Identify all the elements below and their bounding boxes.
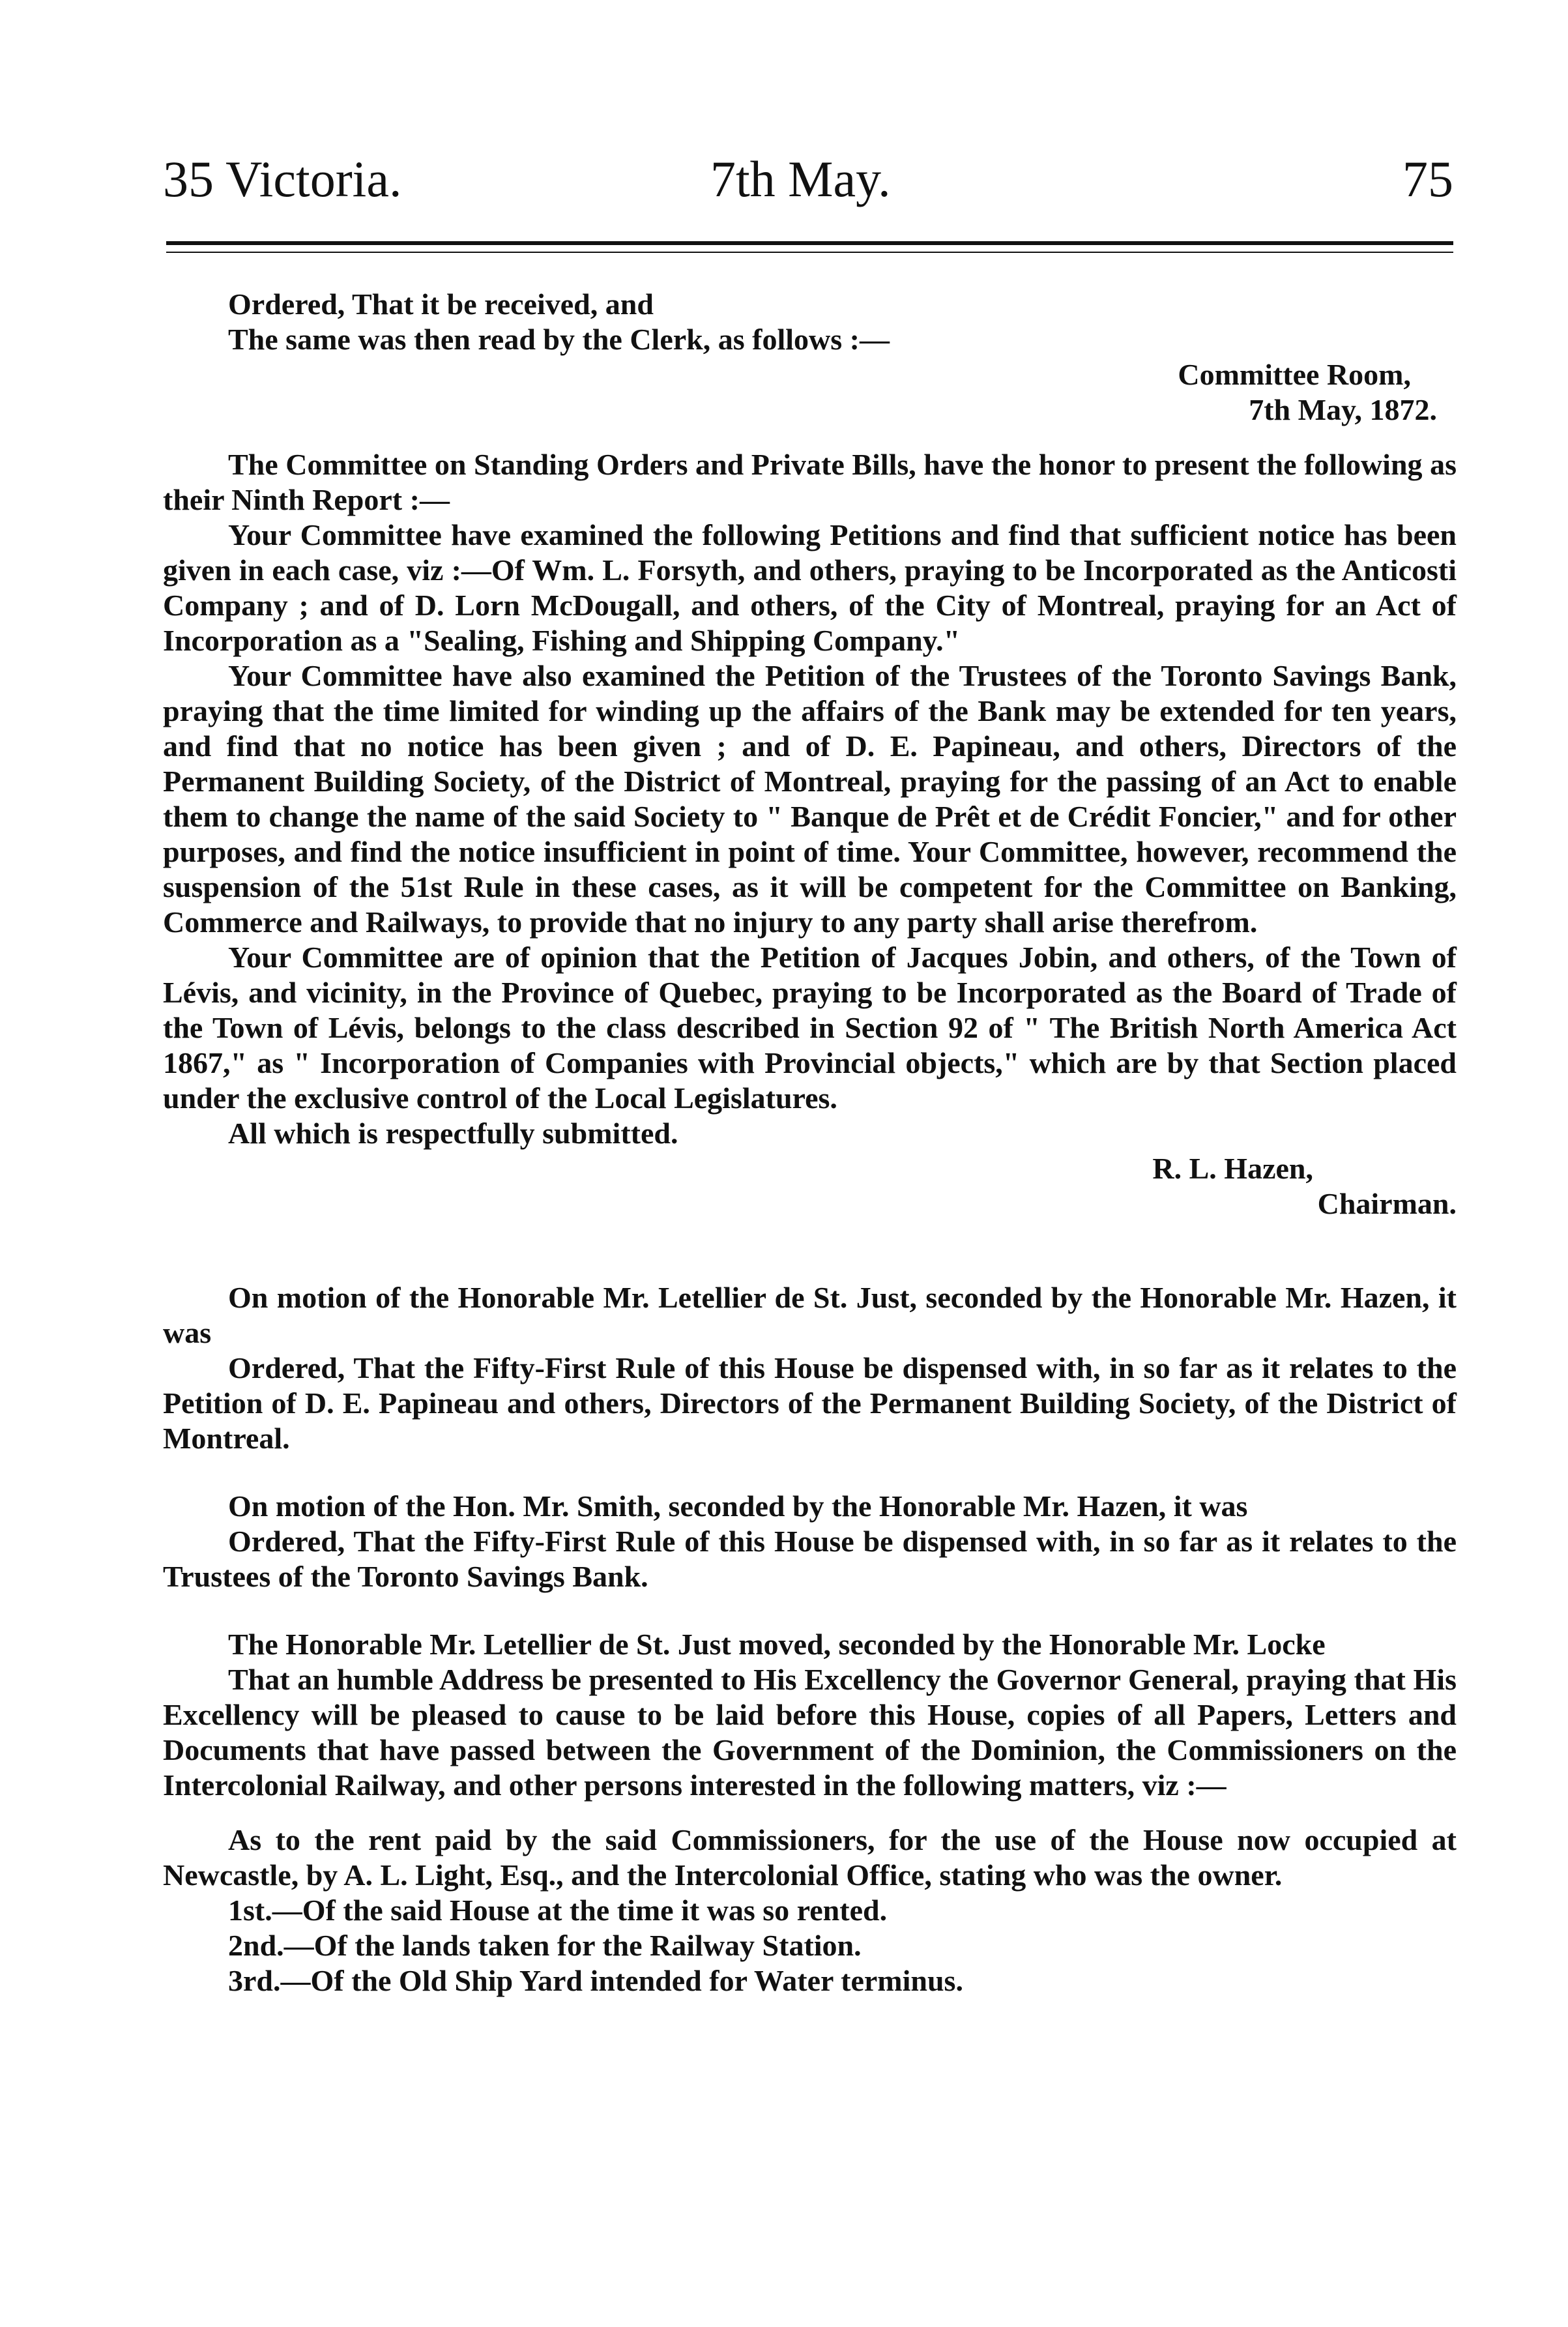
page-number: 75 (1402, 151, 1453, 207)
list-item-1: 1st.—Of the said House at the time it was so rented. (228, 1894, 888, 1927)
address-request: That an humble Address be presented to His Excellency the Governor General, praying that His Excellency will be pleased to cause to be laid before this House, copies of all Papers, Letters and Documents that have passed between the Government of the Dominion, the Commissioners on the Intercolonial Railway, and other persons interested in the following matters, viz :— (163, 1663, 1457, 1802)
motion-3: The Honorable Mr. Letellier de St. Just moved, seconded by the Honorable Mr. Locke (228, 1628, 1326, 1661)
read-by-clerk: The same was then read by the Clerk, as follows :— (228, 323, 890, 356)
committee-date: 7th May, 1872. (1249, 393, 1437, 426)
report-paragraph-2: Your Committee have also examined the Petition of the Trustees of the Toronto Savings Bank, praying that the time limited for winding up the affairs of the Bank may be extended for ten years, and find that no notice has been given ; and of D. E. Papineau, and others, Directors of the Permanent Building Society, of the District of Montreal, praying for the passing of an Act to enable them to change the name of the said Society to " Banque de Prêt et de Crédit Foncier," and for other purposes, and find the notice insufficient in point of time. Your Committee, however, recommend the suspension of the 51st Rule in these cases, as it will be competent for the Committee on Banking, Commerce and Railways, to provide that no injury to any party shall arise therefrom. (163, 659, 1457, 939)
order-received: Ordered, That it be received, and (228, 287, 654, 321)
report-paragraph-3: Your Committee are of opinion that the Petition of Jacques Jobin, and others, of the Town of Lévis, and vicinity, in the Province of Quebec, praying to be Incorporated as the Board of Trade of the Town of Lévis, belongs to the class described in Section 92 of " The British North America Act 1867," as " Incorporation of Companies with Provincial objects," which are by that Section placed under the exclusive control of the Local Legislatures. (163, 941, 1457, 1115)
order-1: Ordered, That the Fifty-First Rule of this House be dispensed with, in so far as it relates to the Petition of D. E. Papineau and others, Directors of the Permanent Building Society, of the District of Montreal. (163, 1351, 1457, 1455)
chairman-name: R. L. Hazen, (1152, 1152, 1313, 1185)
list-item-3: 3rd.—Of the Old Ship Yard intended for Water terminus. (228, 1964, 963, 1997)
report-intro: The Committee on Standing Orders and Private Bills, have the honor to present the following as their Ninth Report :— (163, 448, 1457, 516)
chairman-title: Chairman. (1317, 1187, 1457, 1220)
rent-clause: As to the rent paid by the said Commissioners, for the use of the House now occupied at Newcastle, by A. L. Light, Esq., and the Intercolonial Office, stating who was the owner. (163, 1823, 1457, 1892)
page-body (163, 287, 1457, 1998)
report-closing: All which is respectfully submitted. (228, 1117, 678, 1150)
header-date: 7th May. (710, 151, 891, 207)
motion-1: On motion of the Honorable Mr. Letellier de St. Just, seconded by the Honorable Mr. Hazen, it was (163, 1281, 1457, 1349)
motion-2: On motion of the Hon. Mr. Smith, seconded by the Honorable Mr. Hazen, it was (228, 1489, 1248, 1523)
report-paragraph-1: Your Committee have examined the following Petitions and find that sufficient notice has been given in each case, viz :—Of Wm. L. Forsyth, and others, praying to be Incorporated as the Anticosti Company ; and of D. Lorn McDougall, and others, of the City of Montreal, praying for an Act of Incorporation as a "Sealing, Fishing and Shipping Company." (163, 518, 1457, 657)
running-head (163, 150, 1453, 222)
header-session: 35 Victoria. (163, 151, 402, 207)
order-2: Ordered, That the Fifty-First Rule of this House be dispensed with, in so far as it relates to the Trustees of the Toronto Savings Bank. (163, 1525, 1457, 1593)
header-rule-thick (166, 241, 1453, 245)
list-item-2: 2nd.—Of the lands taken for the Railway Station. (228, 1929, 862, 1962)
header-rule-thin (166, 252, 1453, 253)
committee-room: Committee Room, (1178, 358, 1411, 391)
